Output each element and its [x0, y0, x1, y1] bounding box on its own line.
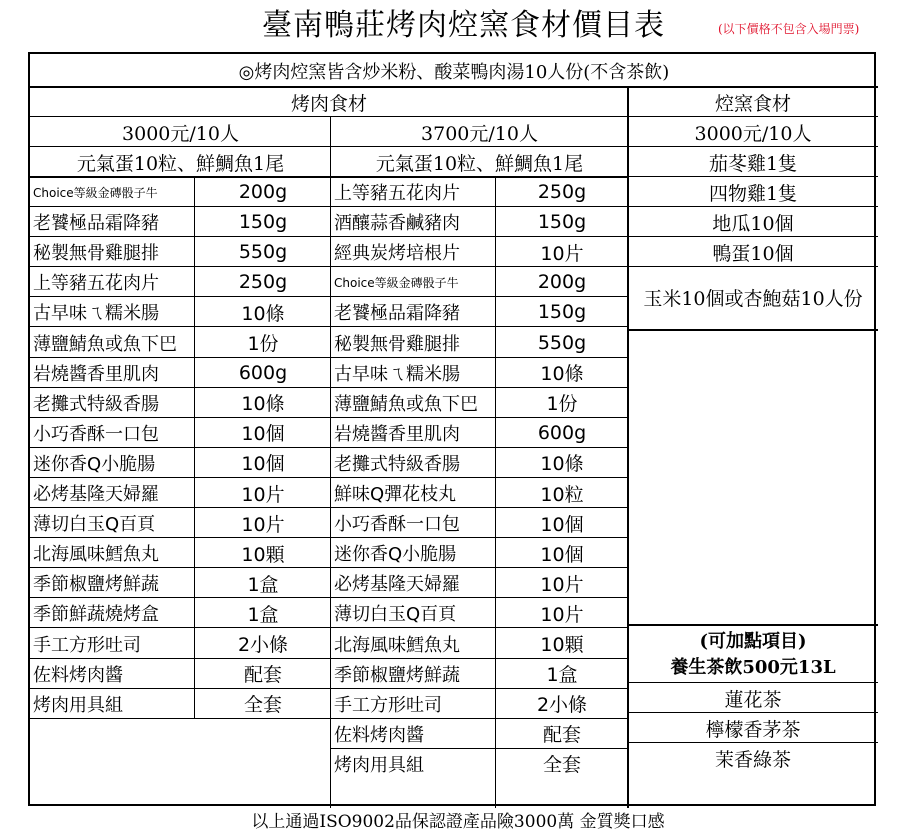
list-a-item-qty: 10條: [241, 302, 285, 325]
table-rule: [194, 177, 195, 719]
list-b-item-qty: 2小條: [536, 694, 588, 717]
addon-item: 檸檬香茅茶: [705, 718, 801, 741]
list-a-item-name: 必烤基隆天婦羅: [33, 484, 159, 505]
list-b-item-qty: 1份: [546, 393, 578, 416]
list-a-item-name: 季節椒鹽烤鮮蔬: [33, 574, 159, 596]
list-a-item-name: 老饕極品霜降豬: [33, 213, 159, 235]
list-a-item-qty: 2小條: [237, 634, 289, 656]
kiln-item: 玉米10個或杏鮑菇10人份: [643, 287, 863, 310]
section-bbq-header: 烤肉食材: [290, 92, 367, 115]
list-b-item-name: 老攤式特級香腸: [334, 453, 460, 475]
list-a-item-name: 季節鮮蔬燒烤盒: [33, 604, 159, 626]
list-b-item-name: 手工方形吐司: [334, 694, 442, 716]
list-a-item-name: 佐料烤肉醬: [33, 664, 123, 686]
plan-a-bonus: 元氣蛋10粒、鮮鯛魚1尾: [76, 152, 285, 175]
list-a-item-name: 小巧香酥一口包: [33, 423, 159, 445]
list-b-item-name: 上等豬五花肉片: [334, 183, 460, 204]
list-b-item-name: Choice等級金磚骰子牛: [334, 275, 459, 290]
list-a-item-qty: 1份: [247, 333, 279, 355]
list-b-item-name: 迷你香Q小脆腸: [334, 544, 457, 566]
banner-note: ◎烤肉焢窯皆含炒米粉、酸菜鴨肉湯10人份(不含茶飲): [238, 61, 670, 83]
list-b-item-name: 酒釀蒜香鹹豬肉: [334, 213, 460, 235]
list-b-item-qty: 配套: [542, 724, 581, 747]
list-a-item-qty: 10顆: [241, 543, 285, 566]
table-rule: [628, 266, 878, 267]
list-a-item-name: 老攤式特級香腸: [33, 393, 159, 415]
plan-a-price: 3000元/10人: [122, 122, 239, 145]
list-b-item-qty: 10個: [540, 513, 584, 536]
list-b-item-qty: 10條: [540, 453, 584, 476]
list-b-item-name: 經典炭烤培根片: [334, 243, 460, 265]
table-rule: [628, 329, 878, 331]
list-a-item-qty: 10個: [241, 453, 285, 476]
table-rule: [495, 177, 496, 808]
list-b-item-qty: 150g: [537, 211, 587, 234]
list-b-item-name: 必烤基隆天婦羅: [334, 574, 460, 596]
list-a-item-name: 手工方形吐司: [33, 634, 141, 656]
list-a-item-qty: 1盒: [247, 603, 279, 626]
addon-title: (可加點項目): [699, 631, 807, 652]
list-a-item-qty: 250g: [238, 271, 288, 294]
list-a-item-qty: 600g: [238, 361, 288, 384]
list-b-item-name: 薄鹽鯖魚或魚下巴: [334, 393, 478, 415]
list-a-item-qty: 10個: [241, 423, 285, 446]
list-b-item-qty: 10片: [540, 573, 584, 596]
table-rule: [30, 718, 331, 719]
list-b-item-name: 薄切白玉Q百頁: [334, 604, 457, 626]
list-b-item-qty: 250g: [537, 181, 587, 203]
list-b-item-name: 季節椒鹽烤鮮蔬: [334, 664, 460, 686]
list-a-item-qty: 150g: [238, 211, 288, 234]
list-a-item-qty: 10片: [241, 483, 285, 506]
kiln-item: 鴨蛋10個: [712, 242, 794, 265]
list-b-item-qty: 550g: [537, 331, 587, 354]
list-a-item-qty: 配套: [243, 664, 282, 687]
list-a-item-qty: 10條: [241, 393, 285, 416]
table-rule: [628, 624, 878, 626]
list-a-item-name: 烤肉用具組: [33, 694, 123, 716]
list-b-item-qty: 10粒: [540, 483, 584, 506]
table-rule: [628, 236, 878, 237]
addon-item: 蓮花茶: [724, 688, 782, 711]
list-a-item-qty: 全套: [243, 694, 282, 717]
list-a-item-qty: 1盒: [247, 573, 279, 596]
list-b-item-name: 古早味ㄟ糯米腸: [334, 363, 460, 385]
list-a-item-qty: 10片: [241, 513, 285, 536]
table-rule: [628, 146, 878, 147]
list-b-item-qty: 10個: [540, 543, 584, 566]
list-a-item-name: 秘製無骨雞腿排: [33, 243, 159, 265]
list-b-item-qty: 全套: [542, 754, 581, 777]
list-a-item-name: Choice等級金磚骰子牛: [33, 185, 158, 200]
kiln-item: 四物雞1隻: [708, 182, 798, 205]
table-rule: [628, 206, 878, 207]
list-b-item-qty: 200g: [537, 271, 587, 294]
list-b-item-name: 老饕極品霜降豬: [334, 303, 460, 325]
list-b-item-name: 小巧香酥一口包: [334, 514, 460, 536]
list-b-item-qty: 10條: [540, 363, 584, 386]
list-b-item-name: 秘製無骨雞腿排: [334, 333, 460, 355]
list-b-item-name: 岩燒醬香里肌肉: [334, 423, 460, 445]
table-rule: [330, 117, 331, 808]
list-a-item-name: 薄鹽鯖魚或魚下巴: [33, 333, 177, 355]
list-a-item-qty: 550g: [238, 241, 288, 264]
addon-item: 茉香綠茶: [714, 748, 791, 771]
list-b-item-name: 北海風味鱈魚丸: [334, 634, 460, 656]
plan-c-price: 3000元/10人: [694, 122, 812, 145]
kiln-item: 地瓜10個: [712, 212, 794, 235]
list-a-item-qty: 200g: [238, 181, 288, 203]
list-a-item-name: 北海風味鱈魚丸: [33, 544, 159, 566]
list-b-item-qty: 1盒: [546, 664, 578, 687]
list-b-item-qty: 150g: [537, 301, 587, 324]
plan-b-price: 3700元/10人: [421, 122, 538, 145]
table-rule: [627, 87, 629, 808]
list-a-item-name: 上等豬五花肉片: [33, 273, 159, 295]
list-b-item-name: 佐料烤肉醬: [334, 724, 424, 746]
addon-subtitle: 養生茶飲500元13L: [670, 657, 836, 678]
page-title: 臺南鴨莊烤肉焢窯食材價目表: [262, 8, 665, 43]
list-b-item-name: 鮮味Q彈花枝丸: [334, 484, 457, 505]
list-b-item-qty: 10片: [540, 603, 584, 626]
footer-note: 以上通過ISO9002品保認證產品險3000萬 金質獎口感: [251, 811, 665, 832]
list-b-item-qty: 10顆: [540, 634, 584, 656]
list-a-item-name: 古早味ㄟ糯米腸: [33, 303, 159, 325]
table-rule: [628, 176, 878, 177]
list-a-item-name: 薄切白玉Q百頁: [33, 514, 156, 536]
price-table: [28, 52, 876, 806]
section-kiln-header: 焢窯食材: [714, 92, 791, 115]
list-a-item-name: 岩燒醬香里肌肉: [33, 363, 159, 385]
kiln-item: 茄苳雞1隻: [708, 152, 798, 175]
plan-b-bonus: 元氣蛋10粒、鮮鯛魚1尾: [375, 152, 584, 175]
price-note: (以下價格不包含入場門票): [718, 22, 860, 36]
list-b-item-qty: 10片: [540, 242, 584, 265]
list-b-item-name: 烤肉用具組: [334, 754, 424, 776]
list-a-item-name: 迷你香Q小脆腸: [33, 453, 156, 475]
list-b-item-qty: 600g: [537, 421, 587, 444]
